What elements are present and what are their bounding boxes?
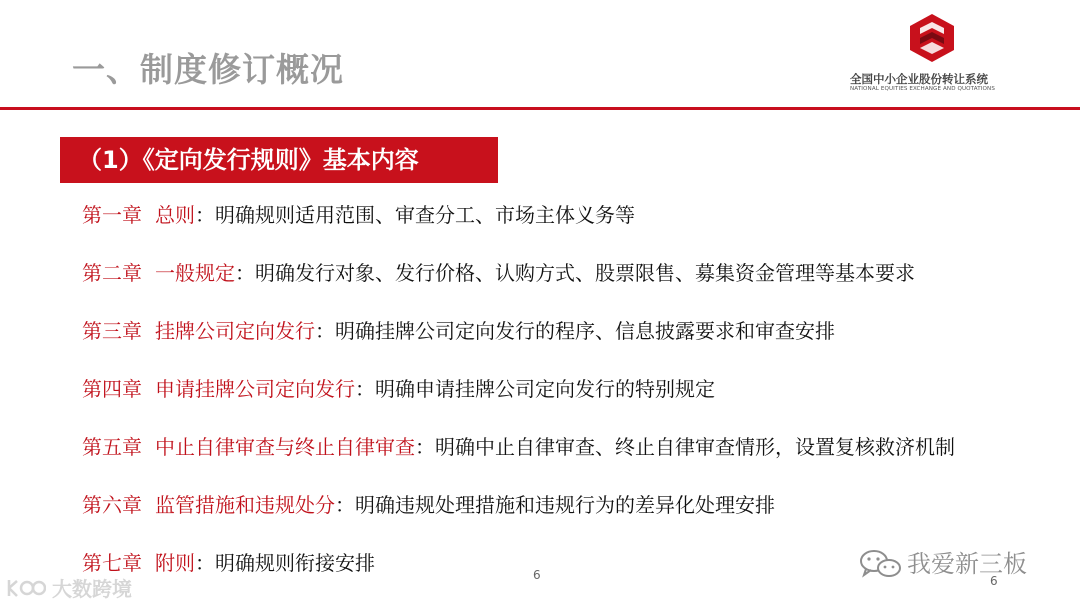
chapter-name: 挂牌公司定向发行 [155, 319, 315, 343]
chapter-item [82, 371, 1062, 429]
chapter-description: ：明确规则适用范围、审查分工、市场主体义务等 [195, 203, 635, 227]
chapter-item [82, 197, 1062, 255]
chapter-description: ：明确违规处理措施和违规行为的差异化处理安排 [335, 493, 775, 517]
chapter-description: ：明确申请挂牌公司定向发行的特别规定 [355, 377, 715, 401]
chapter-name: 一般规定 [155, 261, 235, 285]
chapter-name: 总则 [155, 203, 195, 227]
chapter-item [82, 255, 1062, 313]
chapter-number: 第一章 [82, 203, 142, 227]
logo-name-cn: 全国中小企业股份转让系统 [850, 72, 988, 86]
chapter-number: 第三章 [82, 319, 142, 343]
chapter-list [82, 197, 1062, 603]
chapter-description: ：明确发行对象、发行价格、认购方式、股票限售、募集资金管理等基本要求 [235, 261, 915, 285]
chapter-item [82, 313, 1062, 371]
chapter-item [82, 487, 1062, 545]
chapter-description: ：明确挂牌公司定向发行的程序、信息披露要求和审查安排 [315, 319, 835, 343]
page-number-secondary: 6 [990, 574, 998, 588]
wechat-icon [858, 548, 902, 580]
chapter-number: 第二章 [82, 261, 142, 285]
chapter-number: 第七章 [82, 551, 142, 575]
watermark-right: 我爱新三板 [907, 550, 1027, 578]
chapter-description: ：明确规则衔接安排 [195, 551, 375, 575]
chapter-number: 第四章 [82, 377, 142, 401]
chapter-name: 附则 [155, 551, 195, 575]
chapter-description: ：明确中止自律审查、终止自律审查情形，设置复核救济机制 [415, 435, 955, 459]
watermark-logo-icon [6, 576, 46, 600]
chapter-number: 第五章 [82, 435, 142, 459]
neeq-logo-icon [908, 14, 956, 62]
page-number: 6 [533, 568, 541, 582]
page-title: 一、制度修订概况 [72, 50, 344, 89]
watermark-left: 大数跨境 [52, 577, 132, 601]
chapter-name: 中止自律审查与终止自律审查 [155, 435, 415, 459]
header-divider [0, 107, 1080, 110]
section-banner: （1）《定向发行规则》基本内容 [60, 137, 498, 183]
chapter-name: 监管措施和违规处分 [155, 493, 335, 517]
chapter-name: 申请挂牌公司定向发行 [155, 377, 355, 401]
chapter-item [82, 429, 1062, 487]
logo-name-en: NATIONAL EQUITIES EXCHANGE AND QUOTATIONS [850, 86, 995, 92]
chapter-number: 第六章 [82, 493, 142, 517]
